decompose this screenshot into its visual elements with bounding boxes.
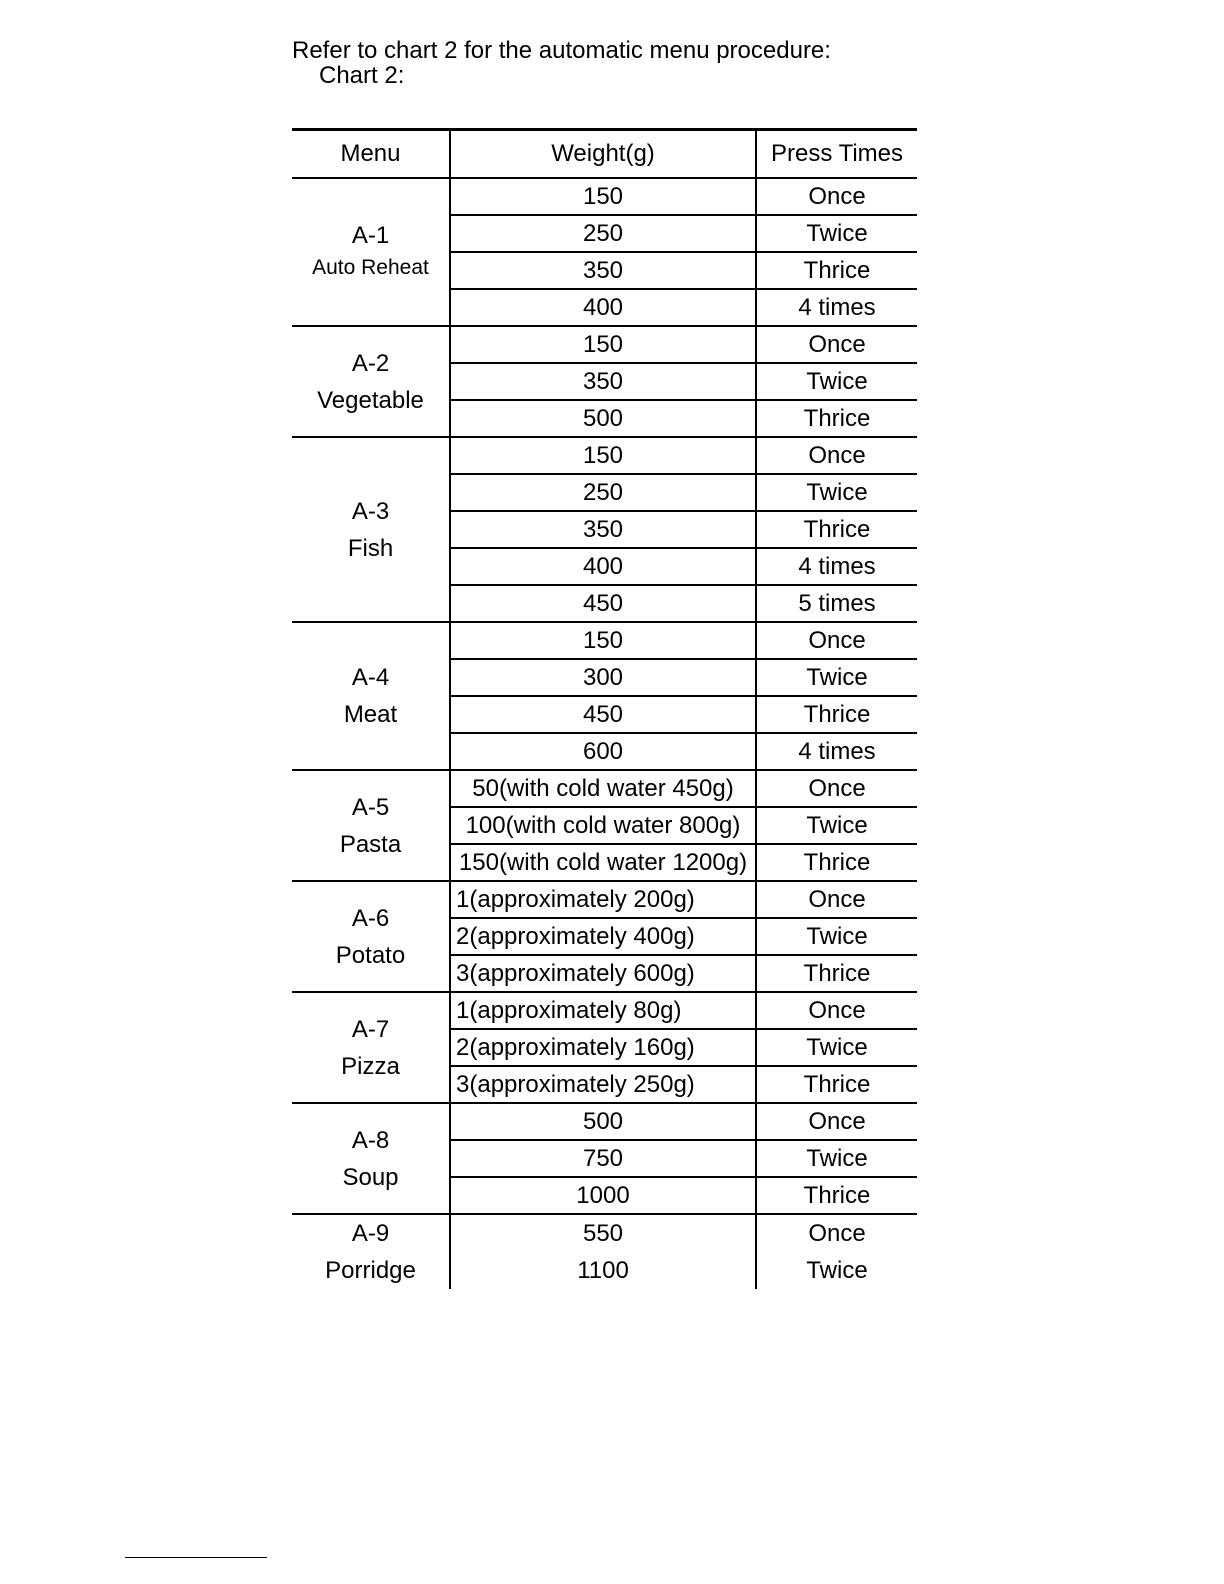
header-press-times: Press Times (756, 130, 917, 179)
press-times-cell: Thrice (756, 400, 917, 437)
press-times-cell: Twice (756, 807, 917, 844)
weight-cell: 400 (450, 548, 756, 585)
table-row (292, 622, 917, 659)
menu-cell (292, 622, 450, 770)
weight-cell: 1100 (450, 1252, 756, 1289)
press-times-cell: Thrice (756, 844, 917, 881)
menu-code: A-6 (351, 904, 390, 932)
weight-cell: 450 (450, 696, 756, 733)
table-row (292, 178, 917, 215)
menu-cell (292, 1214, 450, 1289)
weight-cell: 300 (450, 659, 756, 696)
press-times-cell: Once (756, 178, 917, 215)
intro-text: Refer to chart 2 for the automatic menu procedure: (292, 37, 831, 64)
press-times-cell: Twice (756, 659, 917, 696)
weight-cell: 150 (450, 326, 756, 363)
press-times-cell: 4 times (756, 289, 917, 326)
weight-cell: 350 (450, 363, 756, 400)
weight-cell: 350 (450, 511, 756, 548)
menu-cell (292, 881, 450, 992)
press-times-cell: Twice (756, 1029, 917, 1066)
press-times-cell: Once (756, 770, 917, 807)
weight-cell: 450 (450, 585, 756, 622)
weight-cell: 100(with cold water 800g) (450, 807, 756, 844)
weight-cell: 750 (450, 1140, 756, 1177)
menu-cell (292, 1103, 450, 1214)
press-times-cell: Twice (756, 918, 917, 955)
press-times-cell: Thrice (756, 1066, 917, 1103)
weight-cell: 2(approximately 400g) (450, 918, 756, 955)
weight-cell: 1(approximately 80g) (450, 992, 756, 1029)
press-times-cell: Twice (756, 474, 917, 511)
menu-cell (292, 437, 450, 622)
press-times-cell: Once (756, 992, 917, 1029)
menu-name: Pasta (339, 830, 402, 858)
table-row (292, 437, 917, 474)
press-times-cell: 4 times (756, 733, 917, 770)
press-times-cell: Once (756, 326, 917, 363)
weight-cell: 1(approximately 200g) (450, 881, 756, 918)
weight-cell: 150 (450, 622, 756, 659)
menu-cell (292, 326, 450, 437)
weight-cell: 150 (450, 437, 756, 474)
press-times-cell: 4 times (756, 548, 917, 585)
header-weight: Weight(g) (450, 130, 756, 179)
automatic-menu-table (292, 128, 917, 1289)
press-times-cell: Twice (806, 1256, 868, 1284)
table-row (292, 1214, 917, 1252)
press-times-cell: Once (756, 881, 917, 918)
weight-cell: 550 (450, 1214, 756, 1252)
weight-cell: 250 (450, 474, 756, 511)
menu-cell (292, 770, 450, 881)
weight-cell: 50(with cold water 450g) (450, 770, 756, 807)
menu-name: Porridge (325, 1257, 416, 1284)
menu-name: Soup (342, 1163, 399, 1191)
weight-cell: 500 (450, 1103, 756, 1140)
header-menu: Menu (292, 130, 450, 179)
menu-code: A-5 (351, 793, 390, 821)
press-times-cell: 5 times (756, 585, 917, 622)
menu-code: A-2 (351, 349, 390, 377)
table-row (292, 770, 917, 807)
chart-label: Chart 2: (319, 62, 405, 89)
weight-cell: 600 (450, 733, 756, 770)
weight-cell: 3(approximately 250g) (450, 1066, 756, 1103)
weight-cell: 350 (450, 252, 756, 289)
press-times-cell: Thrice (756, 252, 917, 289)
menu-cell (292, 992, 450, 1103)
press-times-cell: Thrice (756, 955, 917, 992)
menu-name: Potato (335, 941, 406, 969)
weight-cell: 3(approximately 600g) (450, 955, 756, 992)
weight-cell: 150 (450, 178, 756, 215)
menu-code: A-7 (351, 1015, 390, 1043)
table-row (292, 881, 917, 918)
menu-name: Vegetable (317, 386, 424, 414)
table-row (292, 1103, 917, 1140)
press-times-cell: Twice (756, 363, 917, 400)
menu-code: A-3 (351, 497, 390, 525)
menu-code: A-4 (351, 664, 390, 691)
menu-name: Fish (347, 534, 394, 562)
press-times-cell: Thrice (756, 1177, 917, 1214)
press-times-cell: Thrice (756, 696, 917, 733)
menu-name: Pizza (341, 1052, 400, 1080)
press-times-cell: Twice (756, 215, 917, 252)
menu-name: Meat (343, 701, 398, 728)
press-times-cell: Once (756, 1103, 917, 1140)
table-header-row (292, 130, 917, 179)
weight-cell: 150(with cold water 1200g) (450, 844, 756, 881)
menu-name: Auto Reheat (312, 256, 429, 279)
weight-cell: 250 (450, 215, 756, 252)
table-row (292, 992, 917, 1029)
press-times-cell: Thrice (756, 511, 917, 548)
footnote-rule (125, 1557, 267, 1558)
weight-cell: 500 (450, 400, 756, 437)
press-times-cell: Once (756, 622, 917, 659)
press-times-cell: Once (756, 437, 917, 474)
table-body (292, 178, 917, 1289)
weight-cell: 1000 (450, 1177, 756, 1214)
menu-code: A-8 (351, 1126, 390, 1154)
menu-code: A-9 (351, 1220, 390, 1247)
press-times-cell: Once (808, 1219, 866, 1247)
weight-cell: 400 (450, 289, 756, 326)
menu-cell (292, 178, 450, 326)
menu-code: A-1 (351, 222, 390, 249)
press-times-cell: Twice (756, 1140, 917, 1177)
table-row (292, 326, 917, 363)
weight-cell: 2(approximately 160g) (450, 1029, 756, 1066)
